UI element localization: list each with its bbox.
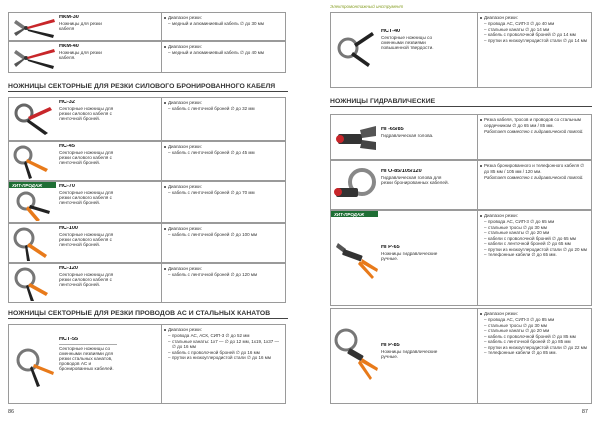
spec-line: – провода АС, СИП-3 ∅ до 65 мм [484, 219, 588, 225]
spec-line: – телефонные кабели ∅ до 65 мм. [484, 252, 588, 258]
spec-block [477, 13, 591, 87]
product-code: НС-120 [59, 266, 78, 271]
product-name: Ножницы гидравлические ручные. [381, 349, 438, 360]
spec-block [477, 211, 591, 305]
spec-line: – кабель с ленточной броней ∅ до 32 мм [168, 106, 282, 112]
spec-heading: Диапазон резки: [168, 327, 282, 333]
spec-line: – кабель с проволочной броней ∅ до 16 мм [168, 350, 282, 356]
spec-line: – кабели с проволочной броней ∅ до 65 мм [484, 236, 588, 242]
product-card [8, 263, 286, 303]
page-number-left: 86 [8, 409, 15, 415]
spec-block [477, 115, 591, 159]
product-name: Секторные ножницы со сменными лезвиями повышенной твердости. [381, 35, 434, 51]
spec-line: – прутки из низкоуглеродистой стали ∅ до 20 мм [484, 247, 588, 253]
product-name: Секторные ножницы для резки силового кабеля с ленточной броней. [59, 150, 114, 166]
product-card [8, 41, 286, 73]
product-name: Секторные ножницы для резки силового кабеля с ленточной броней. [59, 232, 114, 248]
spec-block [161, 42, 285, 72]
spec-heading: Резка бронированного и телефонного кабеля ∅ до 85 мм / 105 мм / 120 мм. [484, 163, 588, 174]
hydraulic-head-icon [332, 162, 380, 208]
spec-heading: Диапазон резки: [484, 311, 588, 317]
product-name: Ножницы гидравлические ручные. [381, 251, 438, 262]
sector-shears-icon [10, 99, 58, 139]
spec-block [161, 224, 285, 262]
spec-line: – стальные канаты: 1х7 — ∅ до 12 мм, 1х19, 1х37 — ∅ до 16 мм [168, 339, 282, 350]
spec-block [477, 161, 591, 209]
running-head-right: Электромонтажный инструмент [330, 4, 404, 9]
product-card [330, 12, 592, 88]
spec-heading: Диапазон резки: [168, 184, 282, 190]
product-code: НС-32 [59, 100, 75, 105]
spec-line: – кабели с ленточной броней ∅ до 65 мм [484, 241, 588, 247]
spec-line: – стальные канаты ∅ до 20 мм [484, 328, 588, 334]
cable-shears-icon [10, 43, 58, 71]
spec-block [161, 325, 285, 403]
page-number-right: 87 [581, 409, 588, 415]
product-code: НС-100 [59, 226, 78, 231]
product-name: Секторные ножницы для резки силового кабеля с ленточной броней. [59, 272, 114, 288]
hydraulic-head-icon [332, 116, 380, 158]
spec-line: – провода АС, АСК, СИП-3 ∅ до 52 мм [168, 333, 282, 339]
hydraulic-hand-shears-icon [332, 310, 380, 402]
spec-heading: Диапазон резки: [484, 15, 588, 21]
hit-badge: ХИТ-ПРОДАЖ [9, 182, 56, 188]
product-name: Гидравлическая голова для резки бронированных кабелей. [381, 175, 449, 186]
spec-line: – прутки из низкоуглеродистой стали ∅ до 22 мм [484, 345, 588, 351]
product-code: НСТ-55 [59, 337, 79, 342]
spec-line: – провода АС, СИП-3 ∅ до 40 мм [484, 21, 588, 27]
spec-note: Работает совместно с гидравлической помпой. [484, 129, 584, 134]
product-code: НС-70 [59, 184, 75, 189]
product-code: НГО-85/105/120 [381, 169, 422, 174]
product-code: НГ-65/85 [381, 127, 404, 132]
product-card [8, 141, 286, 181]
product-card [8, 12, 286, 41]
spec-line: – кабель с проволочной броней ∅ до 14 мм [484, 32, 588, 38]
spec-heading: Диапазон резки: [168, 15, 282, 21]
sector-shears-icon [332, 14, 380, 86]
spec-block [161, 264, 285, 302]
product-card [330, 160, 592, 210]
spec-line: – кабель с ленточной броней ∅ до 100 мм [168, 232, 282, 238]
cable-shears-icon [10, 14, 58, 39]
spec-heading: Диапазон резки: [484, 213, 588, 219]
spec-heading: Диапазон резки: [168, 266, 282, 272]
product-card [330, 308, 592, 404]
hydraulic-hand-shears-icon [332, 219, 380, 304]
spec-line: – прутки из низкоуглеродистой стали ∅ до 14 мм [484, 38, 588, 44]
spec-line: – стальные тросы ∅ до 30 мм [484, 225, 588, 231]
spec-line: – телефонные кабели ∅ до 85 мм. [484, 350, 588, 356]
product-card [8, 97, 286, 141]
product-card [8, 181, 286, 223]
spec-line: – провода АС, СИП-3 ∅ до 85 мм [484, 317, 588, 323]
product-card [8, 223, 286, 263]
sector-shears-icon [10, 143, 58, 179]
product-code: НГР-65 [381, 245, 400, 250]
section-title-armored: НОЖНИЦЫ СЕКТОРНЫЕ ДЛЯ РЕЗКИ СИЛОВОГО БРОНИРОВАННОГО КАБЕЛЯ [8, 83, 276, 90]
spec-block [161, 13, 285, 40]
sector-shears-icon [10, 225, 58, 261]
hit-badge: ХИТ-ПРОДАЖ [331, 211, 378, 217]
product-name: Секторные ножницы для резки силового кабеля с ленточной броней. [59, 190, 114, 206]
product-code: НС-45 [59, 144, 75, 149]
spec-line: – стальные тросы ∅ до 30 мм [484, 323, 588, 329]
spec-line: – кабель с ленточной броней ∅ до 70 мм [168, 190, 282, 196]
spec-line: – стальные канаты ∅ до 20 мм [484, 230, 588, 236]
spec-heading: Диапазон резки: [168, 144, 282, 150]
product-name: Ножницы для резки кабеля [59, 21, 102, 32]
spec-line: – прутки из низкоуглеродистой стали ∅ до 16 мм [168, 355, 282, 361]
spec-line: – кабель с проволочной броней ∅ до 85 мм [484, 334, 588, 340]
spec-line: – стальные канаты ∅ до 14 мм [484, 27, 588, 33]
spec-block [477, 309, 591, 403]
product-code: НГР-85 [381, 343, 400, 348]
sector-shears-icon [10, 326, 58, 402]
spec-line: – кабель с ленточной броней ∅ до 45 мм [168, 150, 282, 156]
spec-line: – кабель с ленточной броней ∅ до 120 мм [168, 272, 282, 278]
product-code: НКМ-30 [59, 15, 79, 20]
sector-shears-icon [10, 189, 58, 221]
section-title-hydraulic: НОЖНИЦЫ ГИДРАВЛИЧЕСКИЕ [330, 98, 436, 105]
spec-block [161, 182, 285, 222]
product-card [330, 114, 592, 160]
spec-block [161, 142, 285, 180]
product-card [8, 324, 286, 404]
product-name: Ножницы для резки кабеля. [59, 50, 102, 61]
spec-line: – медный и алюминиевый кабель ∅ до 30 мм [168, 21, 282, 27]
product-code: НКМ-40 [59, 44, 79, 49]
spec-line: – медный и алюминиевый кабель ∅ до 40 мм [168, 50, 282, 56]
product-name: Секторные ножницы со сменными лезвиями для резки стальных канатов, проводов АС и бронированных кабелей. [59, 346, 114, 372]
product-name: Секторные ножницы для резки силового кабеля с ленточной броней. [59, 106, 114, 122]
spec-heading: Диапазон резки: [168, 226, 282, 232]
spec-note: Работает совместно с гидравлической помпой. [484, 175, 584, 180]
spec-block [161, 98, 285, 140]
section-title-steel: НОЖНИЦЫ СЕКТОРНЫЕ ДЛЯ РЕЗКИ ПРОВОДОВ АС И СТАЛЬНЫХ КАНАТОВ [8, 310, 271, 317]
product-code: НСТ-40 [381, 29, 401, 34]
right-page [300, 0, 600, 425]
product-name: Гидравлическая голова. [381, 133, 434, 139]
spec-heading: Резка кабеля, тросов и проводов со стальным сердечником ∅ до 65 мм / 85 мм. [484, 117, 588, 128]
sector-shears-icon [10, 265, 58, 301]
spec-heading: Диапазон резки: [168, 44, 282, 50]
spec-line: – кабель с ленточной броней ∅ до 85 мм [484, 339, 588, 345]
spec-heading: Диапазон резки: [168, 100, 282, 106]
product-card [330, 210, 592, 306]
